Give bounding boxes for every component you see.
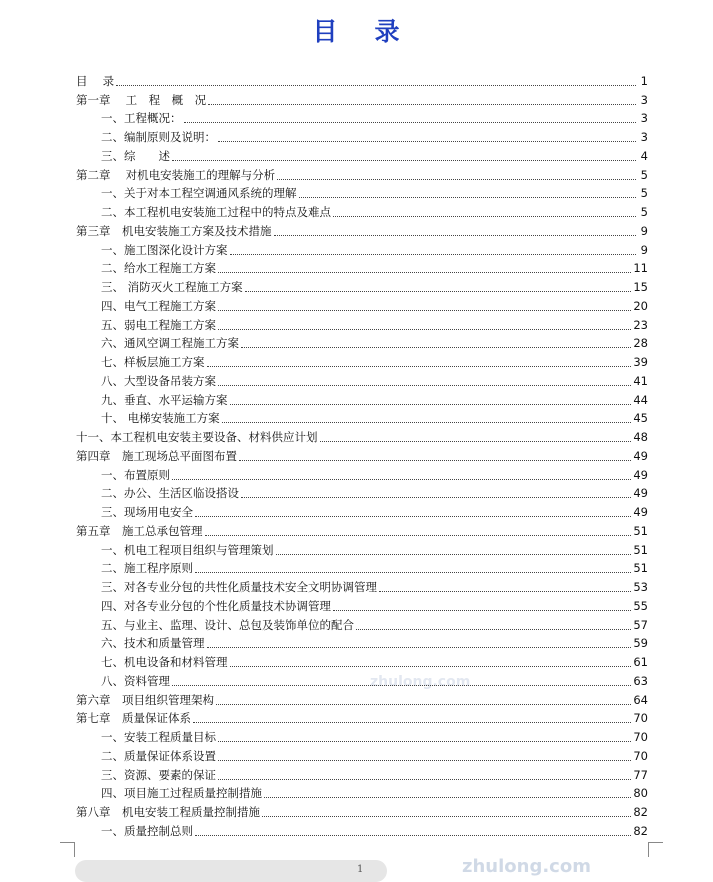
toc-entry[interactable] <box>76 559 648 578</box>
toc-entry[interactable] <box>76 652 648 671</box>
toc-entry[interactable] <box>76 334 648 353</box>
toc-entry[interactable] <box>76 784 648 803</box>
toc-entry-label: 四、对各专业分包的个性化质量技术协调管理 <box>101 598 331 613</box>
toc-dot-leader <box>195 516 631 517</box>
page-corner-mark-right <box>648 842 663 857</box>
toc-entry-label: 第三章 机电安装施工方案及技术措施 <box>76 223 272 238</box>
toc-dot-leader <box>356 629 631 630</box>
toc-entry[interactable] <box>76 465 648 484</box>
toc-entry-page: 49 <box>633 467 648 482</box>
title-char-1: 目 <box>312 17 339 46</box>
toc-dot-leader <box>239 460 631 461</box>
toc-entry-page: 82 <box>633 823 648 838</box>
toc-entry-page: 45 <box>633 411 648 426</box>
toc-entry[interactable] <box>76 484 648 503</box>
toc-entry-label: 一、工程概况： <box>101 111 182 126</box>
toc-dot-leader <box>264 797 631 798</box>
toc-entry[interactable] <box>76 596 648 615</box>
toc-entry-label: 一、关于对本工程空调通风系统的理解 <box>101 186 297 201</box>
toc-entry[interactable] <box>76 315 648 334</box>
toc-entry-page: 82 <box>633 805 648 819</box>
toc-entry-page: 53 <box>633 580 648 594</box>
toc-entry-page: 49 <box>633 486 648 501</box>
toc-dot-leader <box>184 122 637 123</box>
toc-entry-label: 第一章 工 程 概 况 <box>76 92 207 107</box>
toc-entry-page: 20 <box>633 298 648 313</box>
toc-dot-leader <box>230 666 632 667</box>
toc-dot-leader <box>230 254 637 255</box>
toc-entry-label: 八、大型设备吊装方案 <box>101 373 216 388</box>
toc-entry-label: 第六章 项目组织管理架构 <box>76 692 214 707</box>
toc-entry-label: 二、编制原则及说明： <box>101 130 216 144</box>
toc-entry-label: 六、技术和质量管理 <box>101 636 205 651</box>
watermark-bottom: zhulong.com <box>462 856 591 877</box>
toc-entry-page: 1 <box>640 73 648 88</box>
title-char-2: 录 <box>374 17 401 46</box>
toc-entry-page: 49 <box>633 505 648 519</box>
toc-dot-leader <box>218 779 631 780</box>
toc-dot-leader <box>333 610 631 611</box>
toc-entry-label: 第二章 对机电安装施工的理解与分析 <box>76 167 276 182</box>
toc-entry-page: 3 <box>640 92 648 107</box>
toc-entry-page: 5 <box>640 167 648 182</box>
toc-entry-page: 5 <box>640 205 648 219</box>
toc-entry-label: 三、综 述 <box>101 148 170 163</box>
toc-entry[interactable] <box>76 521 648 540</box>
toc-entry[interactable] <box>76 146 648 165</box>
toc-entry-page: 51 <box>633 523 648 538</box>
toc-entry[interactable] <box>76 446 648 465</box>
toc-dot-leader <box>320 441 632 442</box>
toc-entry-page: 80 <box>633 786 648 801</box>
toc-entry-page: 55 <box>633 598 648 613</box>
toc-entry[interactable] <box>76 71 648 90</box>
watermark-middle: zhulong.com <box>370 674 471 690</box>
toc-entry-label: 一、布置原则 <box>101 467 170 482</box>
toc-dot-leader <box>218 329 631 330</box>
toc-entry-label: 十、 电梯安装施工方案 <box>101 411 220 426</box>
toc-entry[interactable] <box>76 727 648 746</box>
toc-entry-page: 41 <box>633 373 648 388</box>
toc-dot-leader <box>333 216 636 217</box>
toc-dot-leader <box>218 385 631 386</box>
toc-entry[interactable] <box>76 427 648 446</box>
toc-entry-page: 44 <box>633 392 648 407</box>
toc-entry-label: 二、质量保证体系设置 <box>101 748 216 763</box>
toc-entry-label: 四、项目施工过程质量控制措施 <box>101 786 262 801</box>
toc-entry[interactable] <box>76 127 648 146</box>
toc-entry-label: 第五章 施工总承包管理 <box>76 523 203 538</box>
toc-dot-leader <box>241 497 631 498</box>
toc-entry-label: 五、弱电工程施工方案 <box>101 317 216 332</box>
toc-entry-page: 77 <box>633 767 648 782</box>
toc-entry-page: 51 <box>633 561 648 576</box>
page-number: 1 <box>357 864 364 875</box>
toc-dot-leader <box>230 404 632 405</box>
toc-entry[interactable] <box>76 352 648 371</box>
toc-dot-leader <box>277 179 636 180</box>
toc-entry-label: 二、本工程机电安装施工过程中的特点及难点 <box>101 205 331 219</box>
toc-dot-leader <box>193 722 631 723</box>
toc-dot-leader <box>262 816 631 817</box>
toc-entry-label: 三、 消防灭火工程施工方案 <box>101 280 243 294</box>
toc-dot-leader <box>172 685 631 686</box>
toc-entry-label: 七、样板层施工方案 <box>101 355 205 369</box>
toc-entry-page: 59 <box>633 636 648 651</box>
toc-entry-label: 一、施工图深化设计方案 <box>101 242 228 257</box>
toc-entry-label: 二、给水工程施工方案 <box>101 261 216 276</box>
toc-dot-leader <box>222 422 632 423</box>
toc-entry-label: 六、通风空调工程施工方案 <box>101 336 239 351</box>
toc-entry-page: 4 <box>640 148 648 163</box>
toc-entry-label: 三、对各专业分包的共性化质量技术安全文明协调管理 <box>101 580 377 594</box>
toc-entry-page: 5 <box>640 186 648 201</box>
toc-entry-page: 3 <box>640 111 648 126</box>
toc-entry[interactable] <box>76 221 648 240</box>
toc-dot-leader <box>274 235 637 236</box>
toc-entry-page: 23 <box>633 317 648 332</box>
toc-entry-page: 61 <box>633 655 648 669</box>
toc-dot-leader <box>216 704 631 705</box>
toc-dot-leader <box>379 591 631 592</box>
toc-entry[interactable] <box>76 259 648 278</box>
toc-entry-page: 57 <box>633 617 648 632</box>
toc-entry-page: 9 <box>640 242 648 257</box>
page-corner-mark-left <box>60 842 75 857</box>
toc-dot-leader <box>218 760 631 761</box>
toc-entry-label: 第四章 施工现场总平面图布置 <box>76 448 237 463</box>
toc-entry-page: 48 <box>633 430 648 444</box>
toc-entry[interactable] <box>76 634 648 653</box>
toc-dot-leader <box>245 291 632 292</box>
toc-dot-leader <box>218 741 631 742</box>
toc-entry-page: 63 <box>633 673 648 688</box>
toc-entry[interactable] <box>76 202 648 221</box>
toc-dot-leader <box>205 535 632 536</box>
toc-dot-leader <box>208 104 636 105</box>
toc-entry-label: 二、办公、生活区临设搭设 <box>101 486 239 501</box>
toc-dot-leader <box>276 554 632 555</box>
toc-entry-page: 3 <box>640 130 648 144</box>
toc-entry-page: 15 <box>633 280 648 294</box>
toc-entry[interactable] <box>76 502 648 521</box>
toc-entry-page: 70 <box>633 711 648 726</box>
toc-entry-page: 28 <box>633 336 648 351</box>
toc-entry[interactable] <box>76 296 648 315</box>
toc-entry[interactable] <box>76 90 648 109</box>
toc-entry[interactable] <box>76 165 648 184</box>
toc-entry[interactable] <box>76 577 648 596</box>
toc-entry-label: 一、安装工程质量目标 <box>101 730 216 744</box>
toc-entry-label: 四、电气工程施工方案 <box>101 298 216 313</box>
toc-dot-leader <box>195 835 631 836</box>
toc-dot-leader <box>207 366 632 367</box>
toc-entry-label: 三、资源、要素的保证 <box>101 767 216 782</box>
toc-entry[interactable] <box>76 709 648 728</box>
toc-entry[interactable] <box>76 821 648 840</box>
table-of-contents <box>76 71 648 840</box>
toc-entry-page: 70 <box>633 748 648 763</box>
toc-entry-label: 一、机电工程项目组织与管理策划 <box>101 542 274 557</box>
toc-entry-label: 第八章 机电安装工程质量控制措施 <box>76 805 260 819</box>
toc-entry[interactable] <box>76 540 648 559</box>
toc-entry-label: 八、资料管理 <box>101 673 170 688</box>
toc-dot-leader <box>218 310 631 311</box>
toc-entry-label: 九、垂直、水平运输方案 <box>101 392 228 407</box>
toc-dot-leader <box>299 197 637 198</box>
toc-entry[interactable] <box>76 240 648 259</box>
toc-dot-leader <box>172 160 636 161</box>
toc-entry[interactable] <box>76 409 648 428</box>
toc-entry-label: 一、质量控制总则 <box>101 823 193 838</box>
toc-entry[interactable] <box>76 765 648 784</box>
toc-entry-label: 十一、本工程机电安装主要设备、材料供应计划 <box>76 430 318 444</box>
toc-entry[interactable] <box>76 690 648 709</box>
toc-entry-page: 11 <box>633 261 648 276</box>
toc-entry[interactable] <box>76 109 648 128</box>
toc-entry[interactable] <box>76 615 648 634</box>
document-title <box>0 12 713 48</box>
toc-entry[interactable] <box>76 277 648 296</box>
toc-dot-leader <box>218 272 631 273</box>
toc-dot-leader <box>218 141 636 142</box>
toc-entry-page: 39 <box>633 355 648 369</box>
toc-entry-page: 51 <box>633 542 648 557</box>
toc-entry-label: 二、施工程序原则 <box>101 561 193 576</box>
toc-entry[interactable] <box>76 746 648 765</box>
toc-dot-leader <box>116 85 636 86</box>
toc-entry-page: 9 <box>640 223 648 238</box>
toc-entry-page: 64 <box>633 692 648 707</box>
toc-entry[interactable] <box>76 184 648 203</box>
toc-dot-leader <box>195 572 631 573</box>
toc-entry[interactable] <box>76 671 648 690</box>
toc-entry-label: 第七章 质量保证体系 <box>76 711 191 726</box>
toc-dot-leader <box>172 479 631 480</box>
toc-entry-label: 七、机电设备和材料管理 <box>101 655 228 669</box>
toc-entry[interactable] <box>76 802 648 821</box>
toc-entry-page: 70 <box>633 730 648 744</box>
toc-dot-leader <box>207 647 632 648</box>
toc-dot-leader <box>241 347 631 348</box>
toc-entry-label: 五、与业主、监理、设计、总包及装饰单位的配合 <box>101 617 354 632</box>
toc-entry[interactable] <box>76 390 648 409</box>
toc-entry[interactable] <box>76 371 648 390</box>
toc-entry-page: 49 <box>633 448 648 463</box>
toc-entry-label: 三、现场用电安全 <box>101 505 193 519</box>
toc-entry-label: 目 录 <box>76 73 115 88</box>
page-footer-bar <box>75 860 387 882</box>
